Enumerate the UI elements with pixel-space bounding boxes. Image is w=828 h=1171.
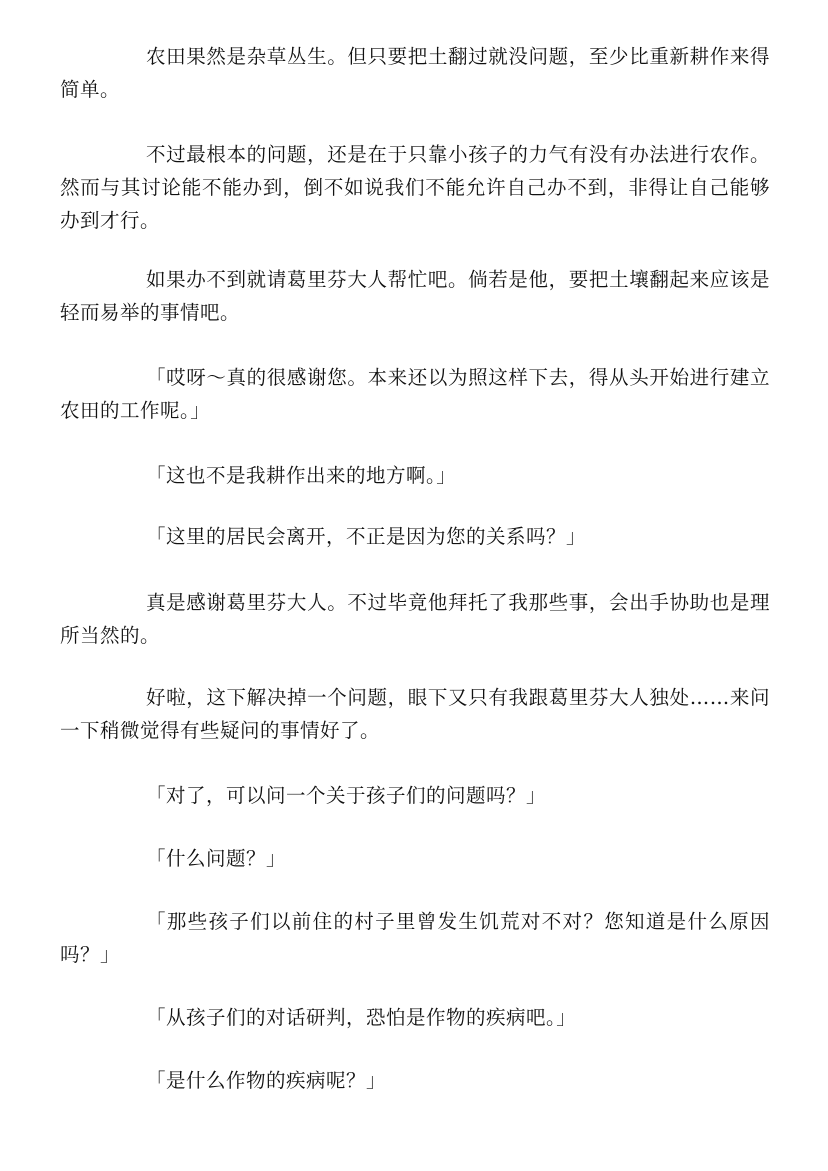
dialogue-4: 「对了，可以问一个关于孩子们的问题吗？」 xyxy=(146,784,547,807)
dialogue-5: 「什么问题？」 xyxy=(146,847,287,870)
dialogue-1: 「哎呀～真的很感谢您。本来还以为照这样下去，得从头开始进行建立农田的工作呢。」 xyxy=(60,366,770,422)
paragraph-3: 如果办不到就请葛里芬大人帮忙吧。倘若是他，要把土壤翻起来应该是轻而易举的事情吧。 xyxy=(60,268,770,324)
paragraph-5: 好啦，这下解决掉一个问题，眼下又只有我跟葛里芬大人独处……来问一下稍微觉得有些疑问的事情好了。 xyxy=(60,686,770,742)
dialogue-2: 「这也不是我耕作出来的地方啊。」 xyxy=(146,464,457,487)
paragraph-1: 农田果然是杂草丛生。但只要把土翻过就没问题，至少比重新耕作来得简单。 xyxy=(60,45,770,101)
paragraph-4: 真是感谢葛里芬大人。不过毕竟他拜托了我那些事，会出手协助也是理所当然的。 xyxy=(60,591,770,647)
dialogue-6: 「那些孩子们以前住的村子里曾发生饥荒对不对？您知道是什么原因吗？」 xyxy=(60,910,770,966)
paragraph-2: 不过最根本的问题，还是在于只靠小孩子的力气有没有办法进行农作。然而与其讨论能不能办到，倒不如说我们不能允许自己办不到，非得让自己能够办到才行。 xyxy=(60,143,770,232)
dialogue-8: 「是什么作物的疾病呢？」 xyxy=(146,1069,387,1092)
dialogue-3: 「这里的居民会离开，不正是因为您的关系吗？」 xyxy=(146,525,587,548)
dialogue-7: 「从孩子们的对话研判，恐怕是作物的疾病吧。」 xyxy=(146,1006,577,1029)
